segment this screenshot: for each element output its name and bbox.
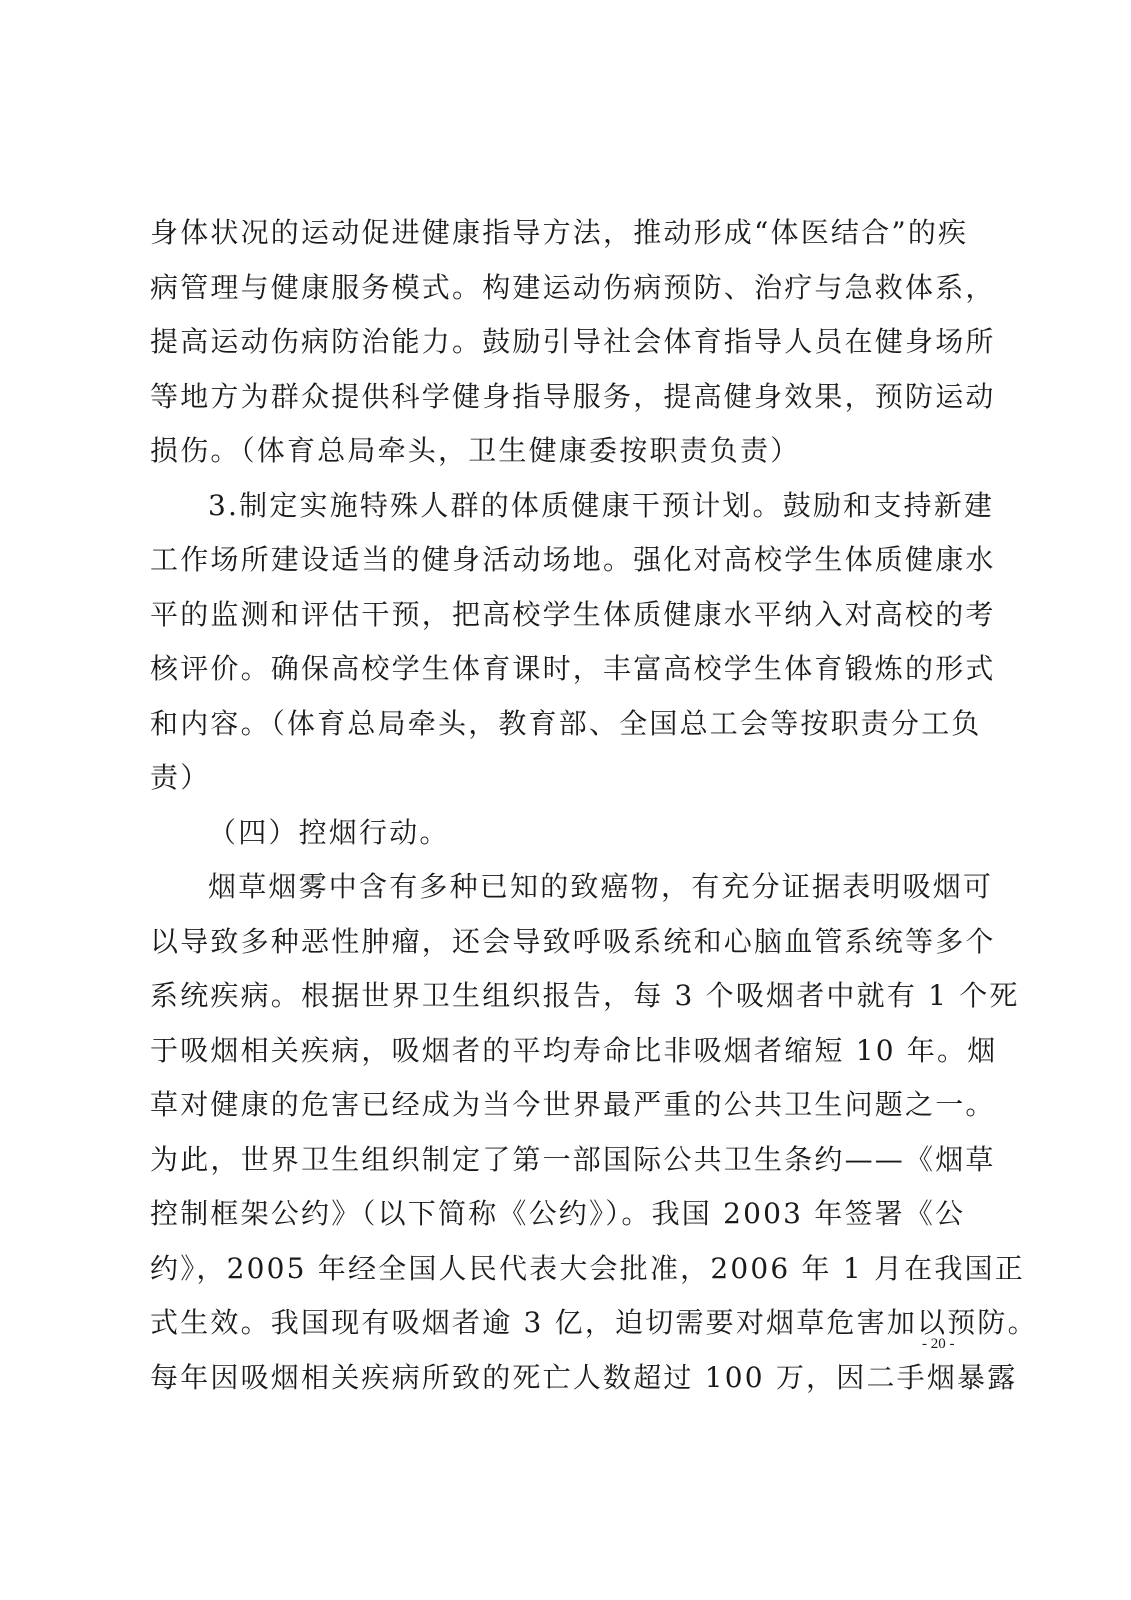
text-line: 系统疾病。根据世界卫生组织报告，每 3 个吸烟者中就有 1 个死 (150, 979, 1020, 1012)
paragraph-first-line: 烟草烟雾中含有多种已知的致癌物，有充分证据表明吸烟可 (208, 870, 994, 903)
text-line: 平的监测和评估干预，把高校学生体质健康水平纳入对高校的考 (150, 597, 996, 631)
text-line: 责） (150, 761, 211, 794)
list-item-3-first-line: 3.制定实施特殊人群的体质健康干预计划。鼓励和支持新建 (208, 488, 995, 522)
text-line: 核评价。确保高校学生体育课时，丰富高校学生体育锻炼的形式 (150, 652, 996, 685)
text-line: 式生效。我国现有吸烟者逾 3 亿，迫切需要对烟草危害加以预防。 (150, 1306, 1038, 1339)
text-line: 和内容。（体育总局牵头，教育部、全国总工会等按职责分工负 (150, 706, 982, 740)
text-line: 等地方为群众提供科学健身指导服务，提高健身效果，预防运动 (150, 379, 996, 413)
text-line: 病管理与健康服务模式。构建运动伤病预防、治疗与急救体系， (150, 270, 996, 304)
text-line: 损伤。（体育总局牵头，卫生健康委按职责负责） (150, 434, 801, 467)
body-text (150, 206, 1038, 1405)
text-line: 控制框架公约》（以下简称《公约》）。我国 2003 年签署《公 (150, 1197, 966, 1230)
text-line: 以导致多种恶性肿瘤，还会导致呼吸系统和心脑血管系统等多个 (150, 924, 996, 958)
text-line: 约》，2005 年经全国人民代表大会批准，2006 年 1 月在我国正 (150, 1251, 1025, 1285)
text-line: 为此，世界卫生组织制定了第一部国际公共卫生条约——《烟草 (150, 1142, 996, 1176)
text-line: 每年因吸烟相关疾病所致的死亡人数超过 100 万，因二手烟暴露 (150, 1360, 1018, 1394)
page-number: - 20 - (922, 1336, 955, 1352)
text-line: 身体状况的运动促进健康指导方法，推动形成“体医结合”的疾 (150, 216, 969, 249)
text-line: 于吸烟相关疾病，吸烟者的平均寿命比非吸烟者缩短 10 年。烟 (150, 1033, 998, 1067)
text-line: 草对健康的危害已经成为当今世界最严重的公共卫生问题之一。 (150, 1088, 996, 1121)
text-line: 工作场所建设适当的健身活动场地。强化对高校学生体质健康水 (150, 543, 996, 576)
text-line: 提高运动伤病防治能力。鼓励引导社会体育指导人员在健身场所 (150, 325, 996, 358)
section-heading: （四）控烟行动。 (208, 815, 450, 849)
